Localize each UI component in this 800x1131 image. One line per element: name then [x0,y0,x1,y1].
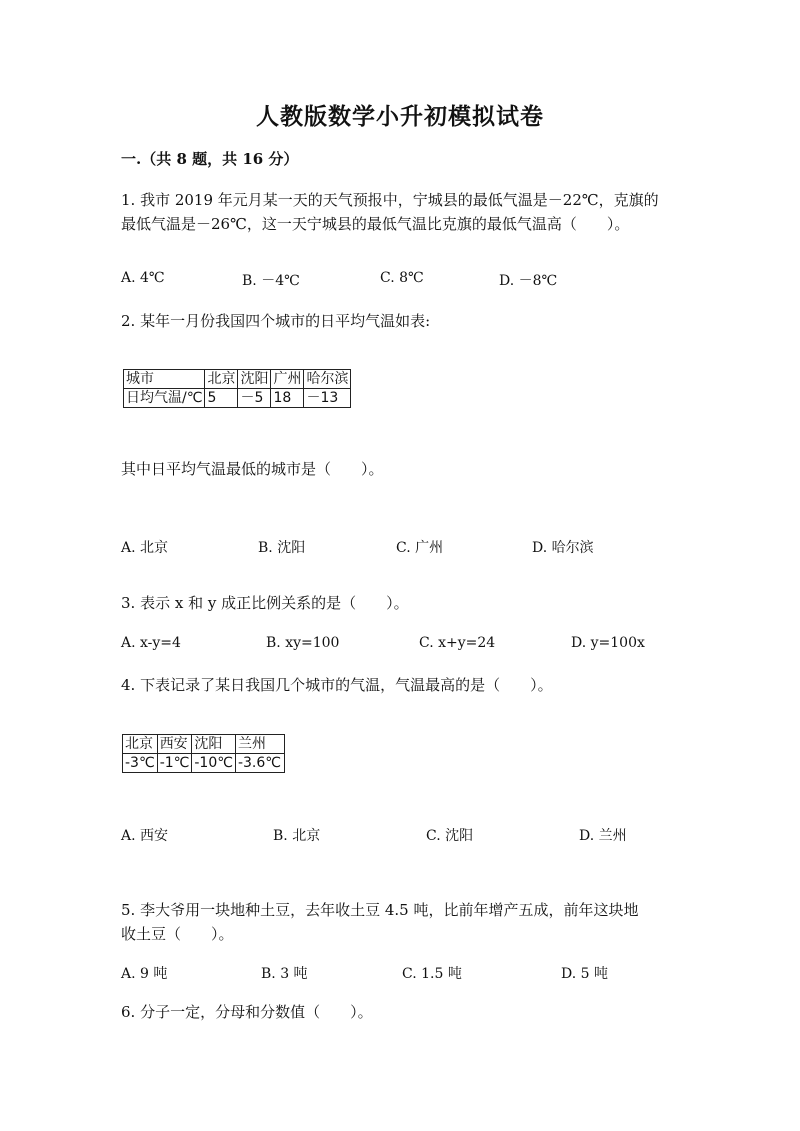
q3-option-a: A. x-y=4 [121,635,181,651]
q4-option-b: B. 北京 [273,828,321,844]
section-heading: 一.（共 8 题，共 16 分） [121,150,299,168]
table-cell: 城市 [124,370,205,389]
table-cell: 北京 [205,370,238,389]
question-5-line-2: 收土豆（ ）。 [121,925,234,943]
q4-option-c: C. 沈阳 [426,828,474,844]
q2-option-b: B. 沈阳 [258,540,306,556]
table-row [124,389,351,408]
q3-option-b: B. xy=100 [266,635,340,651]
question-2-followup: 其中日平均气温最低的城市是（ ）。 [121,460,384,478]
q5-option-d: D. 5 吨 [561,966,608,982]
table-cell: -10℃ [192,754,236,773]
q2-option-c: C. 广州 [396,540,444,556]
q1-option-b: B. －4℃ [242,273,300,289]
table-row [123,754,285,773]
q3-option-d: D. y=100x [571,635,645,651]
q5-option-b: B. 3 吨 [261,966,308,982]
q2-option-a: A. 北京 [121,540,169,556]
q1-option-c: C. 8℃ [380,270,424,286]
table-row [123,735,285,754]
question-4-stem: 4. 下表记录了某日我国几个城市的气温，气温最高的是（ ）。 [121,676,553,694]
q5-option-c: C. 1.5 吨 [402,966,462,982]
page-title: 人教版数学小升初模拟试卷 [256,103,544,130]
question-6-stem: 6. 分子一定，分母和分数值（ ）。 [121,1003,373,1021]
table-cell: -3℃ [123,754,158,773]
table-cell: 哈尔滨 [304,370,351,389]
q1-option-d: D. －8℃ [499,273,558,289]
question-5-line-1: 5. 李大爷用一块地种土豆，去年收土豆 4.5 吨，比前年增产五成，前年这块地 [121,901,639,919]
q2-option-d: D. 哈尔滨 [532,540,594,556]
table-cell: 西安 [157,735,192,754]
table-cell: －5 [238,389,271,408]
temperature-table-2 [122,734,285,773]
table-cell: 沈阳 [192,735,236,754]
table-cell: 5 [205,389,238,408]
table-cell: 沈阳 [238,370,271,389]
q1-option-a: A. 4℃ [121,270,165,286]
table-cell: 北京 [123,735,158,754]
q4-option-d: D. 兰州 [579,828,627,844]
table-cell: 兰州 [235,735,284,754]
table-cell: －13 [304,389,351,408]
table-cell: 广州 [271,370,304,389]
q5-option-a: A. 9 吨 [121,966,168,982]
table-cell: -3.6℃ [235,754,284,773]
q3-option-c: C. x+y=24 [419,635,496,651]
question-1-line-1: 1. 我市 2019 年元月某一天的天气预报中，宁城县的最低气温是－22℃，克旗的 [121,191,659,209]
table-cell: -1℃ [157,754,192,773]
question-3-stem: 3. 表示 x 和 y 成正比例关系的是（ ）。 [121,594,409,612]
table-cell: 日均气温/℃ [124,389,205,408]
question-1-line-2: 最低气温是－26℃，这一天宁城县的最低气温比克旗的最低气温高（ ）。 [121,215,630,233]
q4-option-a: A. 西安 [121,828,169,844]
temperature-table-1 [123,369,351,408]
table-cell: 18 [271,389,304,408]
table-row [124,370,351,389]
question-2-stem: 2. 某年一月份我国四个城市的日平均气温如表: [121,312,431,330]
